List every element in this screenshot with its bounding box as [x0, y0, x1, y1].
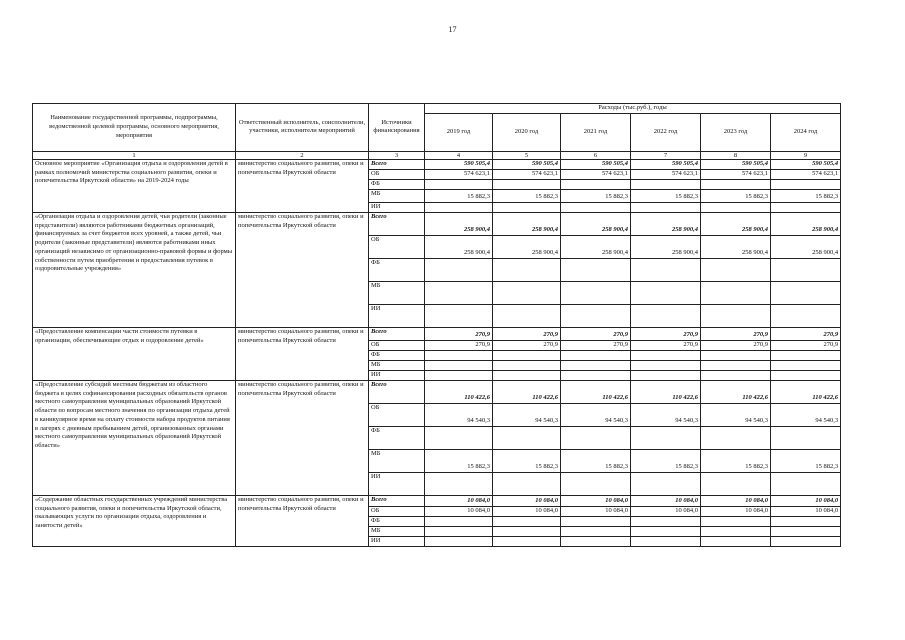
expense-value [561, 281, 631, 304]
expense-value [771, 281, 841, 304]
expense-value: 574 623,1 [701, 169, 771, 179]
expense-value: 270,9 [631, 327, 701, 340]
expense-value [425, 360, 493, 370]
expense-value: 94 540,3 [425, 403, 493, 426]
expense-value [493, 426, 561, 449]
table-row [33, 495, 841, 506]
expense-value [425, 179, 493, 189]
expense-value: 10 084,0 [561, 495, 631, 506]
expense-value: 258 900,4 [561, 235, 631, 258]
measure-executor: министерство социального развития, опеки и попечительства Иркутской области [236, 380, 369, 495]
header-executor: Ответственный исполнитель, соисполнители, участники, исполнители мероприятий [236, 104, 369, 152]
expense-value [561, 426, 631, 449]
measure-name: «Предоставление компенсации части стоимости путевки в организации, обеспечивающие отдых и оздоровление детей» [33, 327, 236, 380]
header-year: 2024 год [771, 113, 841, 151]
expense-value [493, 202, 561, 212]
header-source: Источники финансирования [369, 104, 425, 152]
expense-value [561, 304, 631, 327]
expense-value: 15 882,3 [493, 449, 561, 472]
column-number: 1 [33, 151, 236, 159]
expense-value: 10 084,0 [493, 495, 561, 506]
expense-value [701, 360, 771, 370]
funding-source: ИИ [369, 202, 425, 212]
expense-value [425, 202, 493, 212]
expense-value: 258 900,4 [701, 235, 771, 258]
funding-source: Всего [369, 212, 425, 235]
table-row [33, 212, 841, 235]
expense-value: 590 505,4 [701, 159, 771, 169]
expense-value: 110 422,6 [493, 380, 561, 403]
column-number: 9 [771, 151, 841, 159]
expense-value [701, 370, 771, 380]
expense-value [425, 472, 493, 495]
expense-value [771, 304, 841, 327]
expense-value [561, 179, 631, 189]
measure-name: «Содержание областных государственных учреждений министерства социального развития, опеки и попечительства Иркутской области, оказывающих услуги по организации отдыха, оздоровления и занятости детей» [33, 495, 236, 546]
expense-value: 15 882,3 [771, 189, 841, 202]
expense-value: 270,9 [771, 327, 841, 340]
expense-value: 270,9 [701, 327, 771, 340]
expense-value: 94 540,3 [561, 403, 631, 426]
expense-value: 110 422,6 [561, 380, 631, 403]
expense-value [631, 179, 701, 189]
expense-value [701, 281, 771, 304]
measure-name: «Организация отдыха и оздоровления детей, чьи родители (законные представители) являются работниками бюджетных организаций, финансируемых за счет бюджетов всех уровней, а также детей, чьи родители (законные представители) являются работниками иных организаций независимо от организационно-правовой формы и формы собственности путем приобретения и предоставления путевок в оздоровительные учреждения» [33, 212, 236, 327]
expense-value: 15 882,3 [631, 189, 701, 202]
header-year: 2023 год [701, 113, 771, 151]
expense-value [561, 516, 631, 526]
expense-value: 94 540,3 [493, 403, 561, 426]
expense-value: 110 422,6 [701, 380, 771, 403]
expense-value: 258 900,4 [425, 212, 493, 235]
expense-value: 590 505,4 [631, 159, 701, 169]
expense-value: 258 900,4 [631, 235, 701, 258]
expense-value [561, 536, 631, 546]
expense-value [771, 472, 841, 495]
expense-value: 590 505,4 [493, 159, 561, 169]
expense-value [561, 472, 631, 495]
column-number: 7 [631, 151, 701, 159]
expense-value [493, 526, 561, 536]
expense-value [493, 370, 561, 380]
expense-value [771, 536, 841, 546]
expense-value: 574 623,1 [771, 169, 841, 179]
measure-executor: министерство социального развития, опеки и попечительства Иркутской области [236, 327, 369, 380]
expense-value [425, 526, 493, 536]
expense-value [493, 281, 561, 304]
expense-value: 270,9 [425, 327, 493, 340]
expense-value [631, 536, 701, 546]
expense-value [493, 360, 561, 370]
expense-value: 258 900,4 [493, 212, 561, 235]
expense-value: 258 900,4 [561, 212, 631, 235]
expense-value [701, 179, 771, 189]
expense-value: 15 882,3 [771, 449, 841, 472]
expense-value [631, 516, 701, 526]
expense-value: 10 084,0 [425, 495, 493, 506]
expense-value [701, 258, 771, 281]
table-row [33, 380, 841, 403]
expense-value [561, 370, 631, 380]
funding-source: ФБ [369, 179, 425, 189]
expense-value: 574 623,1 [493, 169, 561, 179]
expense-value [771, 370, 841, 380]
funding-source: ОБ [369, 403, 425, 426]
expense-value: 10 084,0 [771, 506, 841, 516]
header-year: 2021 год [561, 113, 631, 151]
expense-value: 574 623,1 [631, 169, 701, 179]
expense-value [425, 281, 493, 304]
expense-value [701, 526, 771, 536]
expense-value [701, 472, 771, 495]
expense-value: 270,9 [425, 340, 493, 350]
column-number: 3 [369, 151, 425, 159]
expense-value: 110 422,6 [425, 380, 493, 403]
funding-source: МБ [369, 189, 425, 202]
expense-value: 590 505,4 [561, 159, 631, 169]
table-header [33, 104, 841, 160]
expense-value: 590 505,4 [771, 159, 841, 169]
expense-value [561, 360, 631, 370]
expense-value: 574 623,1 [561, 169, 631, 179]
expense-value [493, 536, 561, 546]
measure-name: Основное мероприятие «Организация отдыха и оздоровления детей в рамках полномочий министерства социального развития, опеки и попечительства Иркутской области» на 2019-2024 годы [33, 159, 236, 212]
expense-value: 270,9 [701, 340, 771, 350]
expense-value: 270,9 [771, 340, 841, 350]
expense-value: 15 882,3 [701, 189, 771, 202]
expense-value [631, 370, 701, 380]
expense-value [701, 426, 771, 449]
funding-source: ОБ [369, 169, 425, 179]
expense-value: 94 540,3 [771, 403, 841, 426]
expense-value: 10 084,0 [631, 495, 701, 506]
expense-value [771, 258, 841, 281]
expense-value: 10 084,0 [493, 506, 561, 516]
expense-value: 15 882,3 [561, 189, 631, 202]
expense-value [561, 202, 631, 212]
expense-value [771, 179, 841, 189]
funding-source: ОБ [369, 340, 425, 350]
expense-value: 10 084,0 [771, 495, 841, 506]
expense-value [701, 202, 771, 212]
table-body [33, 159, 841, 546]
funding-source: ОБ [369, 235, 425, 258]
measure-executor: министерство социального развития, опеки и попечительства Иркутской области [236, 495, 369, 546]
header-year: 2020 год [493, 113, 561, 151]
expense-value: 258 900,4 [771, 212, 841, 235]
measure-executor: министерство социального развития, опеки и попечительства Иркутской области [236, 159, 369, 212]
expense-value [425, 350, 493, 360]
funding-source: ФБ [369, 426, 425, 449]
funding-source: ФБ [369, 258, 425, 281]
expense-value [631, 281, 701, 304]
expense-value [561, 350, 631, 360]
column-number: 8 [701, 151, 771, 159]
expense-value: 110 422,6 [771, 380, 841, 403]
expense-value [493, 258, 561, 281]
expense-value [425, 516, 493, 526]
column-number: 4 [425, 151, 493, 159]
expense-value: 10 084,0 [561, 506, 631, 516]
page-number: 17 [448, 25, 457, 34]
header-name: Наименование государственной программы, подпрограммы, ведомственной целевой программы, основного мероприятия, мероприятия [33, 104, 236, 152]
header-year: 2019 год [425, 113, 493, 151]
measure-executor: министерство социального развития, опеки и попечительства Иркутской области [236, 212, 369, 327]
funding-source: Всего [369, 495, 425, 506]
expense-value: 270,9 [493, 327, 561, 340]
expense-value: 15 882,3 [701, 449, 771, 472]
expense-value [493, 179, 561, 189]
expense-value: 10 084,0 [701, 495, 771, 506]
funding-source: ОБ [369, 506, 425, 516]
expense-value [771, 526, 841, 536]
budget-table [32, 103, 841, 547]
expense-value [631, 360, 701, 370]
expense-value [631, 426, 701, 449]
expense-value [425, 536, 493, 546]
expense-value: 10 084,0 [631, 506, 701, 516]
header-expenses: Расходы (тыс.руб.), годы [425, 104, 841, 114]
expense-value [425, 304, 493, 327]
expense-value: 94 540,3 [701, 403, 771, 426]
funding-source: ФБ [369, 516, 425, 526]
expense-value [771, 426, 841, 449]
expense-value [631, 526, 701, 536]
expense-value: 270,9 [561, 340, 631, 350]
expense-value: 590 505,4 [425, 159, 493, 169]
expense-value [701, 350, 771, 360]
expense-value: 270,9 [631, 340, 701, 350]
expense-value: 94 540,3 [631, 403, 701, 426]
expense-value: 110 422,6 [631, 380, 701, 403]
column-number: 2 [236, 151, 369, 159]
expense-value: 15 882,3 [561, 449, 631, 472]
expense-value [561, 526, 631, 536]
expense-value: 270,9 [561, 327, 631, 340]
expense-value: 574 623,1 [425, 169, 493, 179]
expense-value [425, 370, 493, 380]
expense-value: 15 882,3 [425, 449, 493, 472]
expense-value [631, 350, 701, 360]
expense-value [493, 472, 561, 495]
expense-value: 258 900,4 [701, 212, 771, 235]
header-year: 2022 год [631, 113, 701, 151]
funding-source: Всего [369, 380, 425, 403]
table-row [33, 327, 841, 340]
expense-value [701, 536, 771, 546]
column-number-row [33, 151, 841, 159]
expense-value [771, 360, 841, 370]
funding-source: ФБ [369, 350, 425, 360]
measure-name: «Предоставление субсидий местным бюджетам из областного бюджета в целях софинансирования расходных обязательств органов местного самоуправления муниципальных образований Иркутской области по вопросам местного значения по организации отдыха детей в каникулярное время на оплату стоимости набора продуктов питания в лагерях с дневным пребыванием детей, организованных органами местного самоуправления муниципальных образований Иркутской области» [33, 380, 236, 495]
expense-value [771, 516, 841, 526]
expense-value: 15 882,3 [493, 189, 561, 202]
expense-value [771, 350, 841, 360]
expense-value [631, 304, 701, 327]
column-number: 6 [561, 151, 631, 159]
funding-source: ИИ [369, 472, 425, 495]
expense-value [493, 516, 561, 526]
expense-value: 258 900,4 [631, 212, 701, 235]
column-number: 5 [493, 151, 561, 159]
expense-value: 15 882,3 [425, 189, 493, 202]
expense-value [493, 350, 561, 360]
expense-value: 258 900,4 [771, 235, 841, 258]
expense-value: 10 084,0 [425, 506, 493, 516]
expense-value [771, 202, 841, 212]
expense-value: 258 900,4 [493, 235, 561, 258]
funding-source: МБ [369, 526, 425, 536]
expense-value: 270,9 [493, 340, 561, 350]
funding-source: МБ [369, 360, 425, 370]
funding-source: ИИ [369, 536, 425, 546]
expense-value [561, 258, 631, 281]
expense-value [631, 202, 701, 212]
expense-value [425, 258, 493, 281]
expense-value [701, 516, 771, 526]
expense-value [425, 426, 493, 449]
funding-source: ИИ [369, 370, 425, 380]
funding-source: Всего [369, 159, 425, 169]
expense-value: 15 882,3 [631, 449, 701, 472]
expense-value [493, 304, 561, 327]
table-row [33, 159, 841, 169]
expense-value: 258 900,4 [425, 235, 493, 258]
expense-value [701, 304, 771, 327]
funding-source: МБ [369, 449, 425, 472]
funding-source: МБ [369, 281, 425, 304]
expense-value [631, 472, 701, 495]
expense-value: 10 084,0 [701, 506, 771, 516]
funding-source: ИИ [369, 304, 425, 327]
expense-value [631, 258, 701, 281]
funding-source: Всего [369, 327, 425, 340]
